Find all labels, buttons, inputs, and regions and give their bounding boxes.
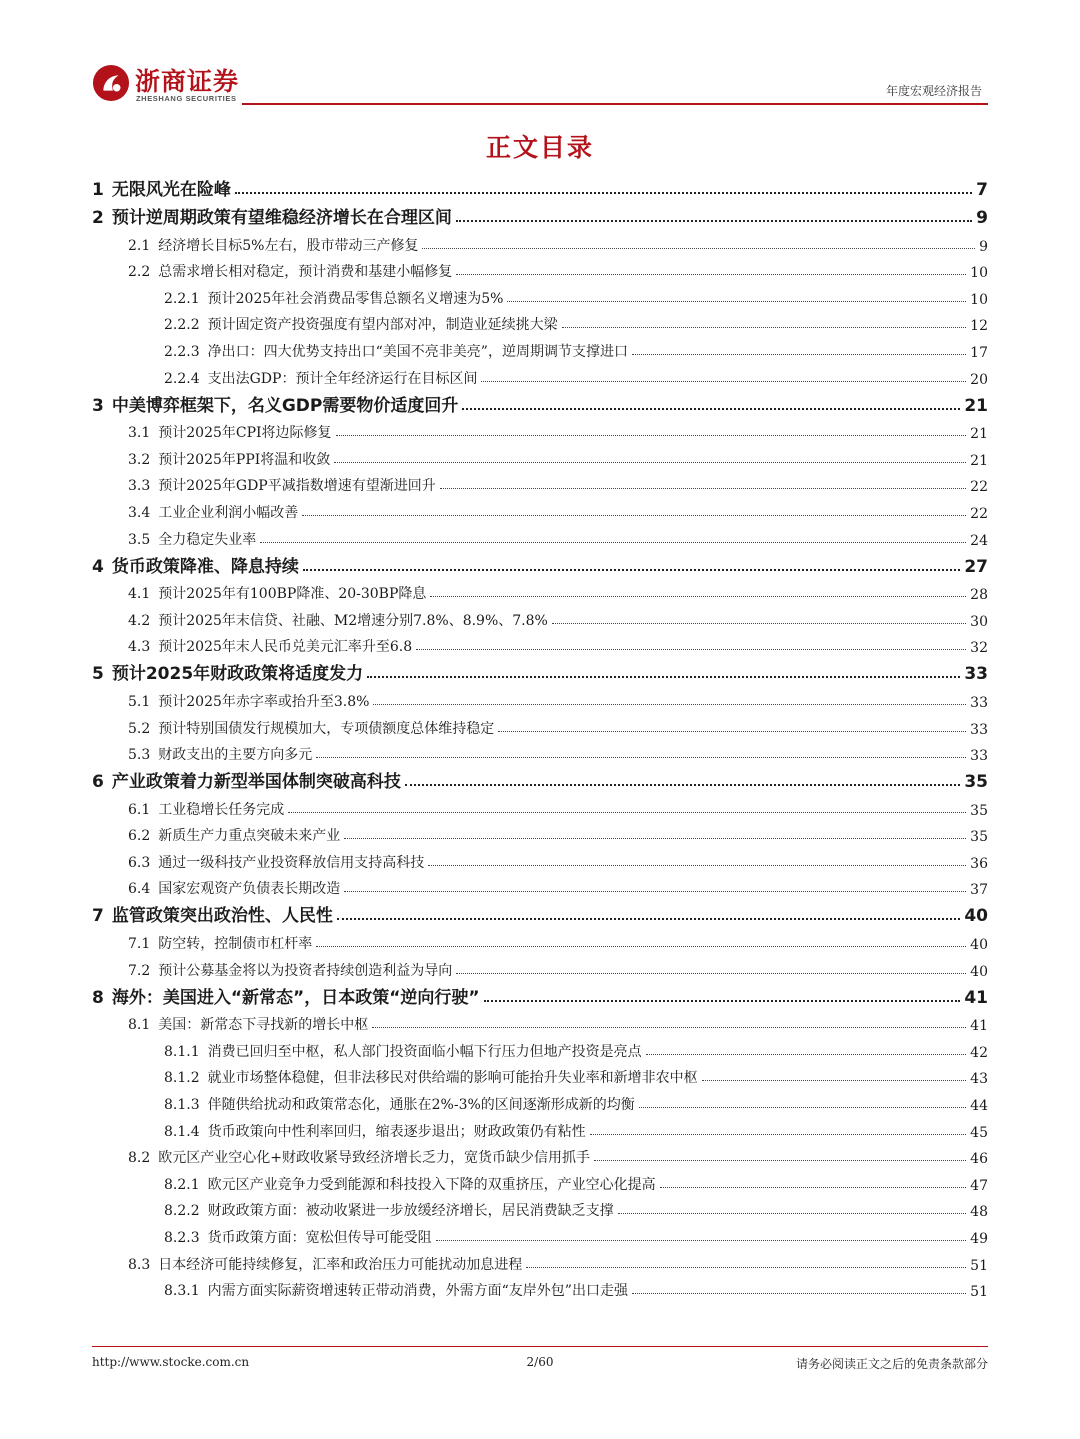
toc-entry-title (164, 341, 628, 361)
toc-leader-dots (498, 731, 966, 732)
toc-entry-page: 48 (970, 1204, 988, 1221)
toc-entry-title (128, 852, 424, 872)
toc-leader-dots (594, 1160, 966, 1161)
toc-entry-title (128, 691, 369, 711)
toc-entry-level-2[interactable] (92, 953, 988, 980)
toc-leader-dots (436, 1240, 967, 1241)
toc-entry-level-3[interactable] (92, 1114, 988, 1141)
toc-entry-text: 国家宏观资产负债表长期改造 (158, 881, 341, 898)
toc-entry-number: 8.1.4 (164, 1123, 200, 1140)
toc-entry-title (164, 288, 503, 308)
toc-entry-level-2[interactable] (92, 872, 988, 899)
toc-entry-title (128, 933, 312, 953)
toc-entry-level-2[interactable] (92, 792, 988, 819)
toc-entry-title (128, 502, 298, 522)
toc-leader-dots (260, 542, 966, 543)
toc-entry-page: 21 (970, 452, 988, 469)
toc-entry-text: 预计2025年PPI将温和收敛 (158, 451, 331, 468)
toc-entry-text: 中美博弈框架下，名义GDP需要物价适度回升 (111, 395, 459, 416)
toc-entry-level-3[interactable] (92, 1167, 988, 1194)
toc-entry-number: 6.3 (128, 854, 151, 871)
toc-entry-title (92, 983, 480, 1008)
toc-entry-number: 8.2.2 (164, 1203, 200, 1220)
toc-leader-dots (632, 1293, 966, 1294)
toc-entry-level-2[interactable] (92, 522, 988, 549)
toc-leader-dots (632, 354, 966, 355)
toc-entry-text: 欧元区产业空心化+财政收紧导致经济增长乏力，宽货币缺少信用抓手 (158, 1150, 590, 1167)
toc-entry-text: 新质生产力重点突破未来产业 (158, 828, 341, 845)
toc-leader-dots (303, 569, 960, 571)
toc-entry-title (128, 1014, 368, 1034)
toc-entry-title (128, 744, 312, 764)
toc-entry-text: 防空转，控制债市杠杆率 (158, 936, 313, 953)
toc-entry-level-1[interactable] (92, 980, 988, 1008)
toc-leader-dots (481, 381, 966, 382)
toc-entry-level-3[interactable] (92, 334, 988, 361)
toc-entry-level-3[interactable] (92, 1220, 988, 1247)
toc-entry-number: 4 (92, 556, 104, 577)
toc-entry-title (92, 391, 458, 416)
toc-entry-number: 2.1 (128, 237, 151, 254)
toc-entry-page: 35 (964, 772, 988, 793)
toc-entry-level-1[interactable] (92, 388, 988, 416)
toc-entry-title (164, 1280, 628, 1300)
toc-entry-page: 51 (970, 1284, 988, 1301)
toc-entry-text: 日本经济可能持续修复，汇率和政治压力可能扰动加息进程 (158, 1256, 523, 1273)
toc-entry-text: 工业企业利润小幅改善 (158, 504, 299, 521)
toc-entry-level-2[interactable] (92, 1008, 988, 1035)
toc-leader-dots (430, 596, 966, 597)
toc-entry-page: 41 (970, 1018, 988, 1035)
toc-entry-level-2[interactable] (92, 819, 988, 846)
toc-leader-dots (428, 865, 966, 866)
toc-entry-number: 3 (92, 395, 104, 416)
toc-entry-level-1[interactable] (92, 898, 988, 926)
toc-entry-level-2[interactable] (92, 228, 988, 255)
toc-entry-page: 45 (970, 1124, 988, 1141)
toc-entry-title (128, 449, 330, 469)
toc-entry-page: 20 (970, 371, 988, 388)
toc-leader-dots (416, 649, 966, 650)
toc-entry-page: 46 (970, 1151, 988, 1168)
toc-entry-title (92, 767, 401, 792)
toc-entry-title (128, 718, 494, 738)
toc-entry-page: 36 (970, 855, 988, 872)
toc-leader-dots (462, 408, 960, 410)
toc-entry-text: 财政支出的主要方向多元 (158, 747, 313, 764)
toc-entry-page: 35 (970, 829, 988, 846)
toc-entry-title (164, 1227, 432, 1247)
toc-entry-number: 3.1 (128, 425, 151, 442)
toc-entry-page: 37 (970, 882, 988, 899)
toc-entry-title (164, 1121, 586, 1141)
toc-entry-number: 8.2.1 (164, 1176, 200, 1193)
toc-entry-page: 40 (964, 906, 988, 927)
toc-entry-page: 33 (970, 694, 988, 711)
toc-entry-number: 8 (92, 987, 104, 1008)
toc-entry-title (128, 583, 426, 603)
toc-leader-dots (316, 946, 966, 947)
toc-entry-page: 42 (970, 1044, 988, 1061)
toc-leader-dots (456, 220, 972, 222)
page-number: 2/60 (526, 1355, 554, 1369)
toc-entry-level-2[interactable] (92, 845, 988, 872)
toc-entry-title (164, 1174, 656, 1194)
toc-entry-text: 预计2025年社会消费品零售总额名义增速为5% (207, 290, 504, 307)
toc-entry-title (128, 960, 452, 980)
toc-entry-title (164, 314, 558, 334)
toc-entry-number: 5.2 (128, 720, 151, 737)
toc-entry-level-3[interactable] (92, 361, 988, 388)
toc-entry-text: 工业稳增长任务完成 (158, 801, 285, 818)
toc-entry-page: 30 (970, 613, 988, 630)
toc-entry-title (128, 636, 412, 656)
toc-leader-dots (526, 1267, 966, 1268)
toc-entry-page: 22 (970, 479, 988, 496)
toc-entry-number: 1 (92, 180, 104, 200)
toc-entry-level-2[interactable] (92, 495, 988, 522)
company-logo (92, 60, 252, 108)
toc-entry-page: 40 (970, 937, 988, 954)
toc-entry-level-2[interactable] (92, 603, 988, 630)
toc-entry-page: 47 (970, 1177, 988, 1194)
toc-entry-level-2[interactable] (92, 577, 988, 604)
toc-entry-number: 8.3 (128, 1256, 151, 1273)
toc-entry-level-2[interactable] (92, 416, 988, 443)
toc-entry-text: 海外：美国进入“新常态”，日本政策“逆向行驶” (111, 987, 480, 1008)
toc-entry-title (128, 878, 340, 898)
toc-leader-dots (590, 1134, 967, 1135)
toc-entry-level-1[interactable] (92, 549, 988, 577)
toc-leader-dots (646, 1054, 967, 1055)
toc-entry-number: 2.2 (128, 264, 151, 281)
toc-entry-page: 33 (970, 721, 988, 738)
toc-leader-dots (334, 462, 966, 463)
toc-entry-text: 通过一级科技产业投资释放信用支持高科技 (158, 854, 425, 871)
report-type: 年度宏观经济报告 (885, 84, 982, 98)
toc-entry-page: 21 (964, 395, 988, 416)
toc-entry-text: 预计2025年末信贷、社融、M2增速分别7.8%、8.9%、7.8% (158, 612, 548, 629)
toc-entry-number: 8.3.1 (164, 1283, 200, 1300)
toc-entry-level-2[interactable] (92, 738, 988, 765)
toc-entry-number: 2.2.3 (164, 343, 200, 360)
toc-entry-title (128, 261, 452, 281)
toc-entry-title (164, 1041, 642, 1061)
toc-entry-page: 27 (964, 556, 988, 577)
toc-entry-title (164, 368, 477, 388)
toc-entry-number: 7 (92, 906, 104, 927)
toc-entry-number: 3.5 (128, 531, 151, 548)
header-divider (242, 103, 988, 105)
toc-entry-level-1[interactable] (92, 656, 988, 684)
page-header (92, 60, 988, 108)
toc-entry-text: 消费已回归至中枢，私人部门投资面临小幅下行压力但地产投资是亮点 (207, 1043, 642, 1060)
toc-entry-page: 41 (964, 987, 988, 1008)
toc-leader-dots (316, 757, 966, 758)
toc-entry-page: 9 (979, 238, 988, 255)
toc-entry-text: 经济增长目标5%左右，股市带动三产修复 (158, 237, 419, 254)
toc-entry-title (128, 475, 436, 495)
toc-entry-number: 5 (92, 664, 104, 685)
page-title: 正文目录 (485, 133, 594, 162)
toc-entry-text: 无限风光在险峰 (111, 180, 231, 200)
toc-entry-level-3[interactable] (92, 1274, 988, 1301)
toc-entry-level-3[interactable] (92, 281, 988, 308)
toc-entry-text: 预计2025年CPI将边际修复 (158, 425, 332, 442)
toc-entry-text: 预计2025年GDP平减指数增速有望渐进回升 (158, 478, 436, 495)
toc-entry-text: 美国：新常态下寻找新的增长中枢 (158, 1017, 369, 1034)
toc-leader-dots (562, 327, 967, 328)
toc-entry-page: 10 (970, 265, 988, 282)
toc-entry-title (92, 901, 333, 926)
page-footer (92, 1346, 988, 1377)
toc-entry-text: 预计2025年财政政策将适度发力 (111, 664, 364, 685)
toc-entry-page: 44 (970, 1098, 988, 1115)
toc-entry-number: 6 (92, 772, 104, 793)
toc-entry-level-1[interactable] (92, 200, 988, 228)
toc-entry-text: 预计2025年有100BP降准、20-30BP降息 (158, 586, 427, 603)
toc-entry-level-2[interactable] (92, 442, 988, 469)
toc-entry-number: 3.3 (128, 478, 151, 495)
zheshang-logo-icon (92, 64, 130, 102)
toc-entry-level-1[interactable] (92, 172, 988, 200)
toc-entry-number: 3.2 (128, 451, 151, 468)
toc-entry-title (128, 1254, 522, 1274)
toc-entry-title (128, 1147, 590, 1167)
table-of-contents (92, 172, 988, 1300)
toc-entry-text: 预计特别国债发行规模加大，专项债额度总体维持稳定 (158, 720, 495, 737)
toc-entry-title (128, 422, 332, 442)
toc-entry-number: 4.3 (128, 639, 151, 656)
toc-entry-title (164, 1094, 635, 1114)
toc-entry-number: 7.1 (128, 936, 151, 953)
toc-entry-level-2[interactable] (92, 469, 988, 496)
toc-leader-dots (456, 274, 966, 275)
company-name-en: ZHESHANG SECURITIES (136, 94, 237, 103)
toc-entry-page: 22 (970, 505, 988, 522)
toc-entry-number: 8.1.3 (164, 1097, 200, 1114)
footer-disclaimer: 请务必阅读正文之后的免责条款部分 (795, 1357, 988, 1371)
toc-entry-level-3[interactable] (92, 1087, 988, 1114)
toc-entry-number: 2.2.2 (164, 317, 200, 334)
toc-leader-dots (484, 1000, 961, 1002)
toc-entry-number: 8.1.2 (164, 1070, 200, 1087)
toc-entry-page: 7 (976, 180, 988, 200)
company-name-cn: 浙商证券 (135, 67, 240, 96)
toc-entry-page: 40 (970, 963, 988, 980)
toc-entry-number: 8.1.1 (164, 1043, 200, 1060)
toc-leader-dots (337, 918, 960, 920)
toc-leader-dots (372, 1027, 966, 1028)
toc-entry-title (92, 659, 363, 684)
toc-entry-level-3[interactable] (92, 1034, 988, 1061)
toc-entry-title (128, 235, 418, 255)
toc-entry-title (92, 552, 299, 577)
toc-entry-number: 2.2.1 (164, 290, 200, 307)
toc-entry-title (164, 1067, 698, 1087)
toc-entry-level-2[interactable] (92, 684, 988, 711)
toc-entry-text: 产业政策着力新型举国体制突破高科技 (111, 772, 401, 793)
toc-leader-dots (344, 838, 966, 839)
toc-entry-number: 7.2 (128, 962, 151, 979)
toc-leader-dots (456, 973, 966, 974)
toc-entry-text: 货币政策向中性利率回归，缩表逐步退出；财政政策仍有粘性 (207, 1123, 586, 1140)
footer-url[interactable]: http://www.stocke.com.cn (92, 1355, 250, 1369)
toc-entry-number: 8.1 (128, 1017, 151, 1034)
toc-entry-text: 预计公募基金将以为投资者持续创造利益为导向 (158, 962, 453, 979)
toc-entry-text: 货币政策方面：宽松但传导可能受阻 (207, 1230, 432, 1246)
toc-leader-dots (507, 301, 966, 302)
toc-entry-text: 预计固定资产投资强度有望内部对冲，制造业延续挑大梁 (207, 317, 558, 334)
toc-entry-page: 9 (976, 208, 988, 228)
toc-leader-dots (552, 623, 966, 624)
toc-entry-text: 货币政策降准、降息持续 (111, 556, 299, 577)
toc-leader-dots (367, 676, 960, 678)
toc-entry-level-1[interactable] (92, 764, 988, 792)
toc-entry-number: 4.2 (128, 612, 151, 629)
toc-leader-dots (422, 248, 975, 249)
toc-entry-number: 5.3 (128, 747, 151, 764)
toc-entry-text: 伴随供给扰动和政策常态化，通胀在2%-3%的区间逐渐形成新的均衡 (207, 1097, 635, 1114)
toc-leader-dots (702, 1080, 967, 1081)
toc-entry-page: 33 (970, 748, 988, 765)
toc-entry-text: 就业市场整体稳健，但非法移民对供给端的影响可能抬升失业率和新增非农中枢 (207, 1070, 698, 1087)
toc-entry-page: 10 (970, 291, 988, 308)
toc-entry-page: 24 (970, 532, 988, 549)
toc-entry-text: 预计2025年末人民币兑美元汇率升至6.8 (158, 639, 413, 656)
toc-entry-text: 财政政策方面：被动收紧进一步放缓经济增长，居民消费缺乏支撑 (207, 1203, 614, 1220)
toc-entry-level-2[interactable] (92, 1141, 988, 1168)
toc-leader-dots (660, 1187, 967, 1188)
toc-entry-page: 28 (970, 587, 988, 604)
toc-leader-dots (344, 891, 966, 892)
toc-entry-text: 全力稳定失业率 (158, 531, 257, 548)
toc-leader-dots (288, 812, 966, 813)
toc-entry-text: 支出法GDP：预计全年经济运行在目标区间 (207, 370, 478, 387)
toc-entry-page: 43 (970, 1071, 988, 1088)
toc-entry-page: 32 (970, 640, 988, 657)
toc-entry-page: 12 (970, 318, 988, 335)
toc-leader-dots (639, 1107, 966, 1108)
toc-entry-number: 6.4 (128, 881, 151, 898)
toc-entry-text: 监管政策突出政治性、人民性 (111, 906, 333, 927)
toc-entry-title (128, 825, 340, 845)
toc-entry-number: 8.2 (128, 1150, 151, 1167)
toc-entry-title (164, 1200, 614, 1220)
toc-entry-number: 2.2.4 (164, 370, 200, 387)
toc-leader-dots (336, 435, 967, 436)
toc-entry-title (128, 610, 548, 630)
toc-leader-dots (405, 784, 960, 786)
toc-entry-level-3[interactable] (92, 1061, 988, 1088)
toc-entry-number: 5.1 (128, 693, 151, 710)
toc-leader-dots (618, 1213, 967, 1214)
toc-entry-level-3[interactable] (92, 1194, 988, 1221)
toc-entry-title (128, 529, 256, 549)
toc-entry-level-2[interactable] (92, 630, 988, 657)
toc-entry-number: 8.2.3 (164, 1230, 200, 1246)
toc-entry-level-2[interactable] (92, 1247, 988, 1274)
toc-entry-number: 4.1 (128, 586, 151, 603)
toc-entry-title (92, 175, 231, 200)
toc-leader-dots (373, 704, 966, 705)
toc-entry-level-2[interactable] (92, 255, 988, 282)
toc-entry-level-3[interactable] (92, 308, 988, 335)
toc-entry-title (128, 799, 284, 819)
toc-entry-number: 6.2 (128, 828, 151, 845)
toc-entry-page: 21 (970, 426, 988, 443)
toc-entry-text: 预计2025年赤字率或抬升至3.8% (158, 693, 370, 710)
toc-entry-text: 预计逆周期政策有望维稳经济增长在合理区间 (111, 208, 452, 228)
toc-entry-level-2[interactable] (92, 926, 988, 953)
toc-entry-number: 6.1 (128, 801, 151, 818)
toc-entry-page: 33 (964, 664, 988, 685)
toc-leader-dots (440, 488, 966, 489)
toc-leader-dots (302, 515, 966, 516)
toc-entry-title (92, 203, 452, 228)
toc-entry-page: 17 (970, 344, 988, 361)
toc-entry-number: 2 (92, 208, 104, 228)
toc-entry-page: 35 (970, 802, 988, 819)
toc-entry-level-2[interactable] (92, 711, 988, 738)
toc-entry-number: 3.4 (128, 504, 151, 521)
toc-entry-page: 51 (970, 1257, 988, 1274)
toc-entry-text: 总需求增长相对稳定，预计消费和基建小幅修复 (158, 264, 453, 281)
toc-entry-text: 内需方面实际薪资增速转正带动消费，外需方面“友岸外包”出口走强 (207, 1283, 628, 1300)
toc-leader-dots (235, 192, 972, 194)
toc-entry-page: 49 (970, 1231, 988, 1247)
toc-entry-text: 欧元区产业竞争力受到能源和科技投入下降的双重挤压，产业空心化提高 (207, 1176, 656, 1193)
toc-entry-text: 净出口：四大优势支持出口“美国不亮非美亮”，逆周期调节支撑进口 (207, 343, 628, 360)
